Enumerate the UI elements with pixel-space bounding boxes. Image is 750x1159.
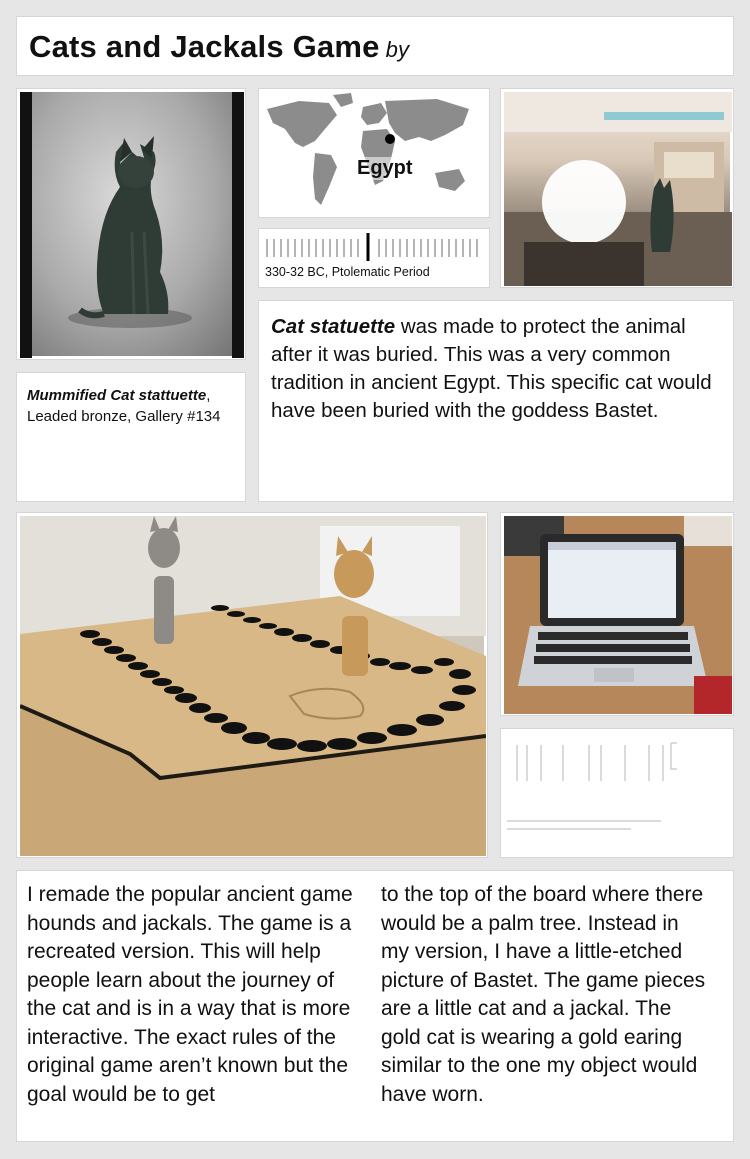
description-title: Cat statuette xyxy=(271,315,396,338)
timeline-label: 330-32 BC, Ptolematic Period xyxy=(265,265,430,279)
laptop-photo xyxy=(500,512,734,716)
title-by: by xyxy=(385,37,410,62)
laptop-image xyxy=(504,516,732,714)
caption-details: , Leaded bronze, Gallery #134 xyxy=(27,387,221,425)
title-panel xyxy=(16,16,734,76)
sketch-panel xyxy=(500,728,734,858)
world-map xyxy=(259,89,489,217)
egypt-marker xyxy=(385,134,395,144)
object-caption-panel xyxy=(16,372,246,502)
cat-piece xyxy=(342,616,368,676)
description-text xyxy=(271,313,721,425)
caption-title: Mummified Cat stattuette xyxy=(27,387,207,404)
jackal-piece xyxy=(154,576,174,644)
description-body: was made to protect the animal after it was buried. This was a very common tradition in ancient Egypt. This specific cat would have been buried with the goddess Bastet. xyxy=(271,315,712,422)
museum-image xyxy=(504,92,732,286)
object-caption xyxy=(27,385,232,427)
map-label-egypt: Egypt xyxy=(357,157,413,179)
game-board-image xyxy=(20,516,486,856)
story-panel xyxy=(16,870,734,1142)
description-panel xyxy=(258,300,734,502)
timeline-ticks xyxy=(259,231,489,261)
museum-gallery-photo xyxy=(500,88,734,288)
page-title: Cats and Jackals Game by xyxy=(29,29,410,64)
story-column-left: I remade the popular ancient game hounds and jackals. The game is a recreated version. This will help people learn about the journey of the cat and is in a way that is more interactive. The exact rules of the original game aren’t known but the goal would be to get xyxy=(27,883,353,1106)
cat-statue-photo xyxy=(16,88,246,360)
story-column-right: to the top of the board where there would be a palm tree. Instead in my version, I have a little-etched picture of Bastet. The game pieces are a little cat and a jackal. The gold cat is wearing a gold earing similar to the one my object would have worn. xyxy=(381,883,706,1106)
timeline-panel xyxy=(258,228,490,288)
blurred-face xyxy=(542,160,626,244)
sketch-lines xyxy=(501,729,733,857)
world-map-panel xyxy=(258,88,490,218)
game-board-photo xyxy=(16,512,488,858)
cat-statue-image xyxy=(20,92,244,358)
